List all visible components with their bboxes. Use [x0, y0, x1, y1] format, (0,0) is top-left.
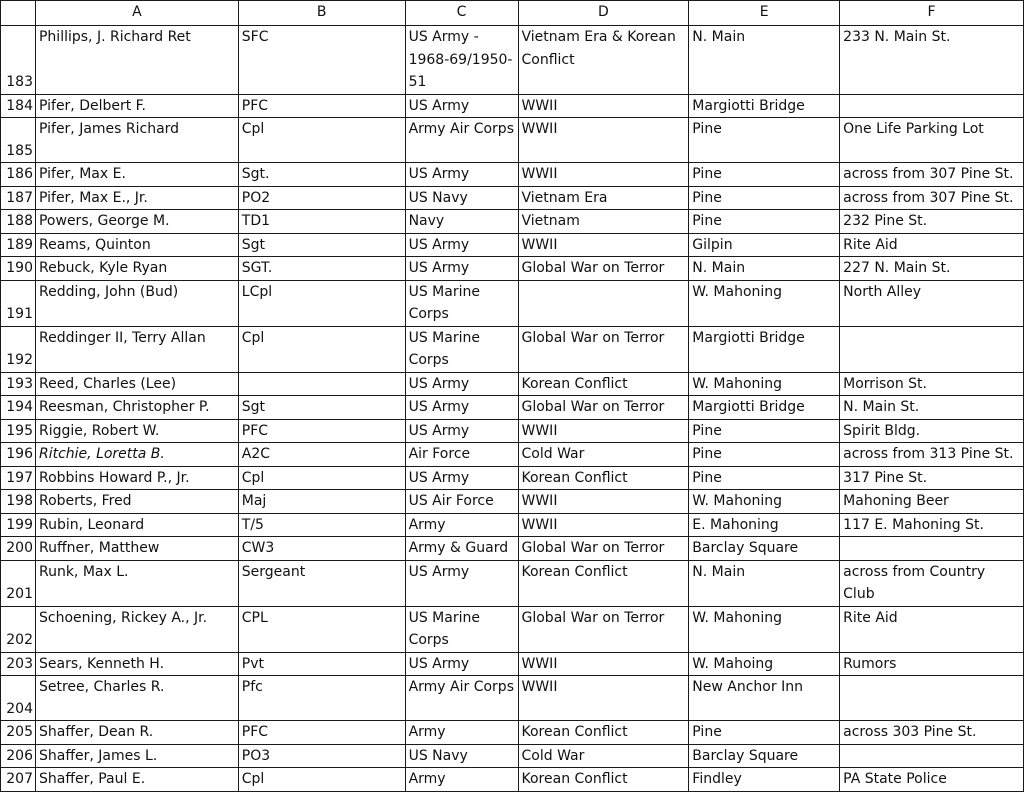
- row-number[interactable]: 203: [1, 652, 36, 676]
- cell-a[interactable]: Pifer, Delbert F.: [35, 94, 238, 118]
- grid-body: [1, 26, 1024, 792]
- cell-d[interactable]: WWII: [518, 676, 689, 721]
- cell-b[interactable]: Sergeant: [238, 560, 405, 606]
- cell-a[interactable]: Pifer, Max E., Jr.: [35, 186, 238, 210]
- cell-c[interactable]: US Army: [405, 94, 518, 118]
- row-number[interactable]: 185: [1, 118, 36, 163]
- cell-d[interactable]: WWII: [518, 419, 689, 443]
- cell-b[interactable]: [238, 372, 405, 396]
- cell-d[interactable]: WWII: [518, 233, 689, 257]
- cell-f[interactable]: Rite Aid: [840, 606, 1024, 652]
- cell-e[interactable]: W. Mahoning: [689, 372, 840, 396]
- row-number[interactable]: 193: [1, 372, 36, 396]
- cell-a[interactable]: Reams, Quinton: [35, 233, 238, 257]
- cell-b[interactable]: Pvt: [238, 652, 405, 676]
- cell-b[interactable]: LCpl: [238, 280, 405, 326]
- column-header-d[interactable]: D: [518, 1, 689, 26]
- cell-e[interactable]: E. Mahoning: [689, 513, 840, 537]
- cell-f[interactable]: 117 E. Mahoning St.: [840, 513, 1024, 537]
- table-row: [1, 676, 1024, 721]
- cell-b[interactable]: A2C: [238, 443, 405, 467]
- cell-a[interactable]: Reddinger II, Terry Allan: [35, 326, 238, 372]
- cell-e[interactable]: N. Main: [689, 26, 840, 95]
- cell-a[interactable]: Rebuck, Kyle Ryan: [35, 257, 238, 281]
- column-header-c[interactable]: C: [405, 1, 518, 26]
- cell-a[interactable]: Pifer, James Richard: [35, 118, 238, 163]
- cell-f[interactable]: 317 Pine St.: [840, 466, 1024, 490]
- table-row: [1, 721, 1024, 745]
- cell-e[interactable]: Barclay Square: [689, 744, 840, 768]
- cell-f[interactable]: across from Country Club: [840, 560, 1024, 606]
- cell-c[interactable]: US Navy: [405, 186, 518, 210]
- cell-c[interactable]: US Army: [405, 466, 518, 490]
- cell-d[interactable]: Korean Conflict: [518, 560, 689, 606]
- cell-b[interactable]: Sgt: [238, 233, 405, 257]
- table-row: [1, 443, 1024, 467]
- cell-d[interactable]: Global War on Terror: [518, 257, 689, 281]
- cell-f[interactable]: [840, 537, 1024, 561]
- table-row: [1, 490, 1024, 514]
- cell-b[interactable]: Sgt: [238, 396, 405, 420]
- table-row: [1, 606, 1024, 652]
- cell-f[interactable]: 232 Pine St.: [840, 210, 1024, 234]
- cell-b[interactable]: Cpl: [238, 326, 405, 372]
- table-row: [1, 513, 1024, 537]
- cell-e[interactable]: New Anchor Inn: [689, 676, 840, 721]
- cell-b[interactable]: CW3: [238, 537, 405, 561]
- cell-e[interactable]: Barclay Square: [689, 537, 840, 561]
- row-number[interactable]: 186: [1, 163, 36, 187]
- cell-d[interactable]: WWII: [518, 118, 689, 163]
- cell-a[interactable]: Shaffer, Dean R.: [35, 721, 238, 745]
- table-row: [1, 537, 1024, 561]
- table-row: [1, 26, 1024, 95]
- cell-c[interactable]: Navy: [405, 210, 518, 234]
- cell-d[interactable]: WWII: [518, 94, 689, 118]
- cell-d[interactable]: Korean Conflict: [518, 768, 689, 792]
- row-number[interactable]: 205: [1, 721, 36, 745]
- cell-c[interactable]: US Army: [405, 257, 518, 281]
- cell-a[interactable]: Pifer, Max E.: [35, 163, 238, 187]
- row-number[interactable]: 194: [1, 396, 36, 420]
- cell-f[interactable]: across 303 Pine St.: [840, 721, 1024, 745]
- cell-a[interactable]: Schoening, Rickey A., Jr.: [35, 606, 238, 652]
- cell-c[interactable]: Air Force: [405, 443, 518, 467]
- cell-f[interactable]: across from 313 Pine St.: [840, 443, 1024, 467]
- cell-b[interactable]: PO2: [238, 186, 405, 210]
- cell-b[interactable]: SGT.: [238, 257, 405, 281]
- table-row: [1, 396, 1024, 420]
- cell-b[interactable]: Maj: [238, 490, 405, 514]
- cell-e[interactable]: Findley: [689, 768, 840, 792]
- cell-c[interactable]: Army: [405, 513, 518, 537]
- row-number[interactable]: 187: [1, 186, 36, 210]
- cell-c[interactable]: US Army: [405, 560, 518, 606]
- cell-c[interactable]: US Army - 1968-69/1950-51: [405, 26, 518, 95]
- table-row: [1, 744, 1024, 768]
- cell-a[interactable]: Sears, Kenneth H.: [35, 652, 238, 676]
- cell-c[interactable]: Army: [405, 768, 518, 792]
- cell-d[interactable]: WWII: [518, 490, 689, 514]
- cell-e[interactable]: W. Mahoning: [689, 280, 840, 326]
- cell-d[interactable]: Vietnam Era: [518, 186, 689, 210]
- table-row: [1, 257, 1024, 281]
- cell-d[interactable]: Global War on Terror: [518, 396, 689, 420]
- cell-f[interactable]: across from 307 Pine St.: [840, 186, 1024, 210]
- row-number[interactable]: 207: [1, 768, 36, 792]
- cell-a[interactable]: Rubin, Leonard: [35, 513, 238, 537]
- table-row: [1, 560, 1024, 606]
- cell-f[interactable]: Mahoning Beer: [840, 490, 1024, 514]
- cell-f[interactable]: 233 N. Main St.: [840, 26, 1024, 95]
- cell-a[interactable]: Ruffner, Matthew: [35, 537, 238, 561]
- cell-c[interactable]: US Navy: [405, 744, 518, 768]
- select-all-corner[interactable]: [1, 1, 36, 26]
- row-number[interactable]: 190: [1, 257, 36, 281]
- row-number[interactable]: 196: [1, 443, 36, 467]
- cell-f[interactable]: Rumors: [840, 652, 1024, 676]
- cell-f[interactable]: 227 N. Main St.: [840, 257, 1024, 281]
- cell-f[interactable]: [840, 326, 1024, 372]
- cell-a[interactable]: Reesman, Christopher P.: [35, 396, 238, 420]
- row-number[interactable]: 204: [1, 676, 36, 721]
- cell-b[interactable]: PO3: [238, 744, 405, 768]
- row-number[interactable]: 192: [1, 326, 36, 372]
- cell-d[interactable]: Vietnam: [518, 210, 689, 234]
- cell-e[interactable]: Pine: [689, 419, 840, 443]
- cell-b[interactable]: PFC: [238, 419, 405, 443]
- cell-c[interactable]: US Army: [405, 233, 518, 257]
- cell-a[interactable]: Reed, Charles (Lee): [35, 372, 238, 396]
- cell-f[interactable]: [840, 744, 1024, 768]
- cell-c[interactable]: US Army: [405, 372, 518, 396]
- cell-d[interactable]: WWII: [518, 513, 689, 537]
- cell-f[interactable]: Rite Aid: [840, 233, 1024, 257]
- cell-b[interactable]: PFC: [238, 721, 405, 745]
- cell-d[interactable]: Cold War: [518, 744, 689, 768]
- row-number[interactable]: 183: [1, 26, 36, 95]
- cell-b[interactable]: TD1: [238, 210, 405, 234]
- cell-d[interactable]: Global War on Terror: [518, 606, 689, 652]
- cell-e[interactable]: Gilpin: [689, 233, 840, 257]
- cell-f[interactable]: N. Main St.: [840, 396, 1024, 420]
- cell-e[interactable]: Pine: [689, 186, 840, 210]
- cell-f[interactable]: One Life Parking Lot: [840, 118, 1024, 163]
- cell-d[interactable]: WWII: [518, 163, 689, 187]
- cell-d[interactable]: Global War on Terror: [518, 326, 689, 372]
- cell-d[interactable]: Korean Conflict: [518, 721, 689, 745]
- table-row: [1, 372, 1024, 396]
- cell-c[interactable]: Army Air Corps: [405, 676, 518, 721]
- row-number[interactable]: 201: [1, 560, 36, 606]
- table-row: [1, 186, 1024, 210]
- row-number[interactable]: 200: [1, 537, 36, 561]
- cell-c[interactable]: US Army: [405, 419, 518, 443]
- cell-a[interactable]: Setree, Charles R.: [35, 676, 238, 721]
- cell-a[interactable]: Ritchie, Loretta B.: [35, 443, 238, 467]
- table-row: [1, 768, 1024, 792]
- column-header-e[interactable]: E: [689, 1, 840, 26]
- cell-b[interactable]: CPL: [238, 606, 405, 652]
- cell-e[interactable]: Pine: [689, 466, 840, 490]
- table-row: [1, 466, 1024, 490]
- cell-e[interactable]: W. Mahoning: [689, 606, 840, 652]
- row-number[interactable]: 199: [1, 513, 36, 537]
- cell-c[interactable]: US Army: [405, 652, 518, 676]
- table-row: [1, 94, 1024, 118]
- cell-a[interactable]: Phillips, J. Richard Ret: [35, 26, 238, 95]
- column-header-f[interactable]: F: [840, 1, 1024, 26]
- cell-a[interactable]: Redding, John (Bud): [35, 280, 238, 326]
- cell-a[interactable]: Riggie, Robert W.: [35, 419, 238, 443]
- cell-a[interactable]: Roberts, Fred: [35, 490, 238, 514]
- cell-f[interactable]: PA State Police: [840, 768, 1024, 792]
- column-header-b[interactable]: B: [238, 1, 405, 26]
- row-number[interactable]: 197: [1, 466, 36, 490]
- cell-e[interactable]: Pine: [689, 721, 840, 745]
- cell-e[interactable]: Margiotti Bridge: [689, 326, 840, 372]
- row-number[interactable]: 191: [1, 280, 36, 326]
- cell-a[interactable]: Powers, George M.: [35, 210, 238, 234]
- cell-e[interactable]: Pine: [689, 163, 840, 187]
- table-row: [1, 419, 1024, 443]
- cell-f[interactable]: Spirit Bldg.: [840, 419, 1024, 443]
- cell-d[interactable]: Vietnam Era & Korean Conflict: [518, 26, 689, 95]
- cell-e[interactable]: W. Mahoing: [689, 652, 840, 676]
- table-row: [1, 233, 1024, 257]
- column-header-a[interactable]: A: [35, 1, 238, 26]
- cell-e[interactable]: N. Main: [689, 257, 840, 281]
- cell-e[interactable]: Pine: [689, 443, 840, 467]
- cell-c[interactable]: Army Air Corps: [405, 118, 518, 163]
- cell-f[interactable]: [840, 94, 1024, 118]
- column-header-row: [1, 1, 1024, 26]
- row-number[interactable]: 202: [1, 606, 36, 652]
- cell-a[interactable]: Shaffer, James L.: [35, 744, 238, 768]
- cell-d[interactable]: Korean Conflict: [518, 372, 689, 396]
- row-number[interactable]: 206: [1, 744, 36, 768]
- table-row: [1, 210, 1024, 234]
- cell-f[interactable]: Morrison St.: [840, 372, 1024, 396]
- cell-e[interactable]: Pine: [689, 118, 840, 163]
- row-number[interactable]: 188: [1, 210, 36, 234]
- table-row: [1, 280, 1024, 326]
- cell-a[interactable]: Robbins Howard P., Jr.: [35, 466, 238, 490]
- cell-b[interactable]: PFC: [238, 94, 405, 118]
- cell-c[interactable]: US Marine Corps: [405, 326, 518, 372]
- row-number[interactable]: 184: [1, 94, 36, 118]
- cell-b[interactable]: Cpl: [238, 768, 405, 792]
- cell-e[interactable]: Margiotti Bridge: [689, 94, 840, 118]
- cell-e[interactable]: Pine: [689, 210, 840, 234]
- cell-d[interactable]: Global War on Terror: [518, 537, 689, 561]
- cell-b[interactable]: Sgt.: [238, 163, 405, 187]
- cell-c[interactable]: US Army: [405, 163, 518, 187]
- cell-a[interactable]: Runk, Max L.: [35, 560, 238, 606]
- row-number[interactable]: 195: [1, 419, 36, 443]
- cell-d[interactable]: WWII: [518, 652, 689, 676]
- cell-f[interactable]: across from 307 Pine St.: [840, 163, 1024, 187]
- cell-e[interactable]: Margiotti Bridge: [689, 396, 840, 420]
- cell-c[interactable]: Army & Guard: [405, 537, 518, 561]
- cell-d[interactable]: [518, 280, 689, 326]
- cell-d[interactable]: Cold War: [518, 443, 689, 467]
- row-number[interactable]: 198: [1, 490, 36, 514]
- cell-c[interactable]: US Army: [405, 396, 518, 420]
- cell-b[interactable]: Cpl: [238, 466, 405, 490]
- cell-b[interactable]: SFC: [238, 26, 405, 95]
- cell-b[interactable]: Pfc: [238, 676, 405, 721]
- cell-a[interactable]: Shaffer, Paul E.: [35, 768, 238, 792]
- cell-d[interactable]: Korean Conflict: [518, 466, 689, 490]
- cell-c[interactable]: US Marine Corps: [405, 606, 518, 652]
- table-row: [1, 652, 1024, 676]
- row-number[interactable]: 189: [1, 233, 36, 257]
- cell-f[interactable]: [840, 676, 1024, 721]
- cell-b[interactable]: Cpl: [238, 118, 405, 163]
- table-row: [1, 118, 1024, 163]
- table-row: [1, 326, 1024, 372]
- cell-f[interactable]: North Alley: [840, 280, 1024, 326]
- cell-c[interactable]: US Air Force: [405, 490, 518, 514]
- cell-e[interactable]: N. Main: [689, 560, 840, 606]
- cell-c[interactable]: US Marine Corps: [405, 280, 518, 326]
- cell-e[interactable]: W. Mahoning: [689, 490, 840, 514]
- cell-b[interactable]: T/5: [238, 513, 405, 537]
- cell-c[interactable]: Army: [405, 721, 518, 745]
- table-row: [1, 163, 1024, 187]
